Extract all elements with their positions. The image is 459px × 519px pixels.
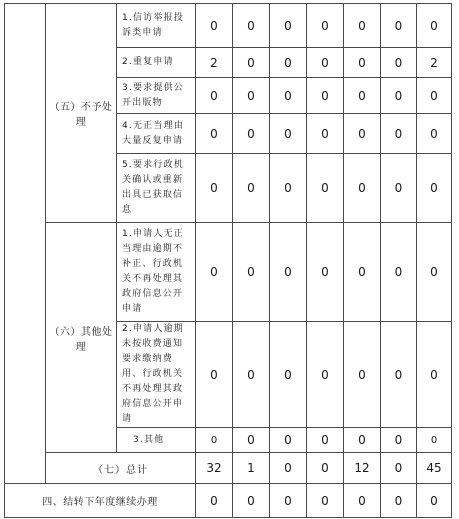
value-cell: 0 — [196, 484, 233, 518]
value-cell: 0 — [307, 322, 344, 428]
value-cell: 0 — [233, 4, 270, 48]
value-cell: 0 — [344, 4, 381, 48]
table-row-carryover — [5, 484, 452, 518]
value-cell: 0 — [270, 223, 307, 322]
value-cell: 0 — [233, 154, 270, 223]
value-cell: 0 — [381, 428, 417, 453]
value-cell: 0 — [307, 4, 344, 48]
value-cell: 0 — [417, 4, 452, 48]
table-row — [5, 4, 452, 48]
value-cell: 0 — [381, 223, 417, 322]
value-cell: 0 — [233, 114, 270, 154]
value-cell: 0 — [381, 484, 417, 518]
value-cell: 0 — [417, 428, 452, 453]
value-cell: 0 — [233, 78, 270, 114]
value-cell: 0 — [270, 453, 307, 484]
value-cell: 0 — [344, 48, 381, 78]
total-label: （七）总计 — [46, 453, 196, 484]
group-label-five: （五）不予处理 — [46, 4, 117, 223]
value-cell: 0 — [307, 453, 344, 484]
item-label: 3.要求提供公开出版物 — [117, 78, 196, 114]
value-cell: 0 — [344, 114, 381, 154]
value-cell: 0 — [417, 223, 452, 322]
value-cell: 0 — [270, 484, 307, 518]
item-label: 3.其他 — [117, 428, 196, 453]
value-cell: 0 — [233, 428, 270, 453]
table-row-total — [5, 453, 452, 484]
carryover-label: 四、结转下年度继续办理 — [5, 484, 196, 518]
value-cell: 0 — [307, 48, 344, 78]
value-cell: 0 — [381, 114, 417, 154]
value-cell: 0 — [196, 428, 233, 453]
value-cell: 0 — [381, 453, 417, 484]
value-cell: 0 — [307, 223, 344, 322]
value-cell: 0 — [233, 223, 270, 322]
value-cell: 0 — [196, 4, 233, 48]
value-cell: 0 — [417, 154, 452, 223]
value-cell: 0 — [417, 322, 452, 428]
value-cell: 1 — [233, 453, 270, 484]
value-cell: 0 — [233, 484, 270, 518]
value-cell: 0 — [196, 78, 233, 114]
group-label-six: （六）其他处理 — [46, 223, 117, 453]
value-cell: 0 — [307, 484, 344, 518]
value-cell: 0 — [196, 322, 233, 428]
value-cell: 0 — [417, 78, 452, 114]
value-cell: 0 — [270, 78, 307, 114]
value-cell: 0 — [196, 114, 233, 154]
value-cell: 0 — [270, 322, 307, 428]
value-cell: 0 — [307, 78, 344, 114]
value-cell: 0 — [270, 428, 307, 453]
value-cell: 0 — [344, 78, 381, 114]
value-cell: 0 — [344, 428, 381, 453]
value-cell: 0 — [196, 223, 233, 322]
item-label: 1.申请人无正当理由逾期不补正、行政机关不再处理其政府信息公开申请 — [117, 223, 196, 322]
value-cell: 0 — [381, 4, 417, 48]
value-cell: 0 — [196, 154, 233, 223]
item-label: 5.要求行政机关确认或重新出具已获取信息 — [117, 154, 196, 223]
value-cell: 0 — [381, 322, 417, 428]
value-cell: 0 — [344, 154, 381, 223]
value-cell: 32 — [196, 453, 233, 484]
value-cell: 0 — [307, 154, 344, 223]
value-cell: 0 — [307, 428, 344, 453]
item-label: 4.无正当理由大量反复申请 — [117, 114, 196, 154]
value-cell: 0 — [307, 114, 344, 154]
value-cell: 0 — [381, 48, 417, 78]
value-cell: 45 — [417, 453, 452, 484]
value-cell: 2 — [417, 48, 452, 78]
item-label: 1.信访举报投诉类申请 — [117, 4, 196, 48]
outer-blank-cell — [5, 4, 46, 484]
value-cell: 0 — [417, 114, 452, 154]
value-cell: 0 — [270, 4, 307, 48]
table-row — [5, 223, 452, 322]
value-cell: 12 — [344, 453, 381, 484]
value-cell: 0 — [344, 484, 381, 518]
value-cell: 0 — [233, 322, 270, 428]
value-cell: 0 — [344, 322, 381, 428]
value-cell: 0 — [233, 48, 270, 78]
value-cell: 0 — [381, 154, 417, 223]
item-label: 2.重复申请 — [117, 48, 196, 78]
value-cell: 0 — [417, 484, 452, 518]
item-label: 2.申请人逾期未按收费通知要求缴纳费用、行政机关不再处理其政府信息公开申请 — [117, 322, 196, 428]
disclosure-stats-table — [4, 3, 452, 518]
value-cell: 0 — [344, 223, 381, 322]
value-cell: 0 — [381, 78, 417, 114]
value-cell: 0 — [270, 48, 307, 78]
value-cell: 0 — [270, 154, 307, 223]
value-cell: 2 — [196, 48, 233, 78]
value-cell: 0 — [270, 114, 307, 154]
